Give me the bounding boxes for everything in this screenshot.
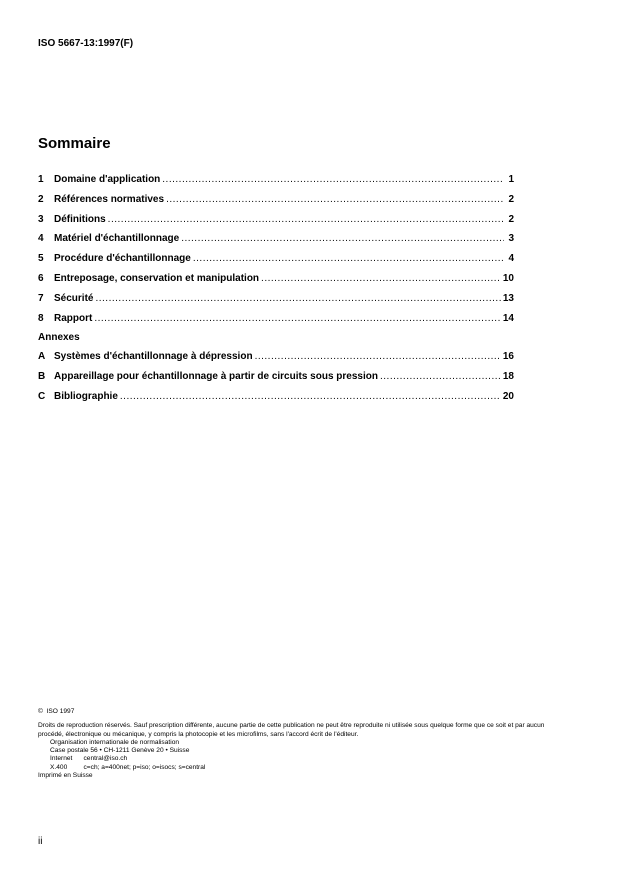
annex-entry-title: Appareillage pour échantillonnage à partir de circuits sous pression (54, 371, 378, 383)
toc-leader-dots (380, 371, 501, 382)
internet-label: Internet (50, 755, 73, 763)
printed-in: Imprimé en Suisse (38, 772, 93, 780)
annex-entry-letter: B (38, 371, 46, 383)
toc-entry-page: 14 (502, 312, 514, 324)
toc-entry-page: 2 (508, 193, 514, 205)
page-title: Sommaire (38, 135, 111, 152)
postal-address: Case postale 56 • CH-1211 Genève 20 • Suisse (50, 747, 190, 755)
annex-entry-page: 16 (502, 351, 514, 363)
toc-entry[interactable] (38, 273, 514, 293)
internet-contact (38, 755, 548, 763)
x400-contact (38, 764, 548, 772)
toc-leader-dots (108, 214, 504, 225)
toc-entry-title: Sécurité (54, 292, 94, 304)
toc-entry-page: 4 (508, 253, 514, 265)
toc-leader-dots (261, 273, 501, 284)
toc-leader-dots (166, 194, 504, 205)
toc-entry-title: Entreposage, conservation et manipulation (54, 272, 260, 284)
organization-name: Organisation internationale de normalisation (50, 738, 180, 746)
x400-address: c=ch; a=400net; p=iso; o=isocs; s=central (83, 763, 206, 771)
toc-entry-number: 8 (38, 312, 44, 324)
annex-entry[interactable] (38, 371, 514, 391)
toc-entry[interactable] (38, 214, 514, 234)
toc-leader-dots (255, 351, 501, 362)
annex-entry-letter: C (38, 390, 46, 402)
toc-leader-dots (120, 391, 501, 402)
toc-leader-dots (193, 253, 504, 264)
toc-entry-number: 4 (38, 233, 44, 245)
toc-entry-number: 5 (38, 253, 44, 265)
table-of-contents (38, 174, 514, 411)
annex-entry-page: 20 (502, 390, 514, 402)
toc-entry-title: Rapport (54, 312, 93, 324)
annex-entry[interactable] (38, 391, 514, 411)
toc-entry[interactable] (38, 313, 514, 333)
toc-entry-number: 2 (38, 193, 44, 205)
toc-entry[interactable] (38, 174, 514, 194)
annex-entry[interactable] (38, 351, 514, 371)
toc-leader-dots (94, 313, 501, 324)
toc-entry[interactable] (38, 293, 514, 313)
toc-entry-title: Références normatives (54, 193, 165, 205)
toc-entry-page: 10 (502, 272, 514, 284)
annex-entry-title: Systèmes d'échantillonnage à dépression (54, 351, 253, 363)
toc-entry[interactable] (38, 233, 514, 253)
toc-leader-dots (162, 174, 504, 185)
annex-entry-title: Bibliographie (54, 390, 118, 402)
copyright-year: ISO 1997 (46, 708, 75, 715)
annex-entry-letter: A (38, 351, 46, 363)
toc-entry-title: Procédure d'échantillonnage (54, 253, 191, 265)
toc-entry-number: 7 (38, 292, 44, 304)
copyright-symbol: © (38, 708, 43, 715)
page-number: ii (38, 836, 43, 847)
toc-leader-dots (181, 233, 504, 244)
toc-entry-number: 3 (38, 213, 44, 225)
toc-leader-dots (95, 293, 500, 304)
toc-entry-page: 1 (508, 174, 514, 185)
x400-label: X.400 (50, 763, 68, 771)
document-id: ISO 5667-13:1997(F) (38, 38, 134, 49)
toc-entry-number: 6 (38, 272, 44, 284)
annexes-heading: Annexes (38, 332, 80, 344)
toc-entry-page: 3 (508, 233, 514, 245)
toc-entry-title: Définitions (54, 213, 106, 225)
toc-entry-page: 13 (502, 292, 514, 304)
internet-email[interactable]: central@iso.ch (83, 755, 128, 763)
annex-entry-page: 18 (502, 371, 514, 383)
toc-entry-page: 2 (508, 213, 514, 225)
toc-entry-title: Domaine d'application (54, 174, 161, 185)
copyright-block (38, 708, 548, 780)
toc-entry[interactable] (38, 253, 514, 273)
toc-entry[interactable] (38, 194, 514, 214)
copyright-rights-text: Droits de reproduction réservés. Sauf prescription différente, aucune partie de cette publication ne peut être reproduite ni utilisée sous quelque forme que ce soit et par aucun procédé, électronique ou mécanique, y compris la photocopie et les microfilms, sans l'accord écrit de l'éditeur. (38, 722, 545, 738)
toc-entry-number: 1 (38, 174, 44, 185)
copyright-notice (38, 708, 548, 716)
toc-entry-title: Matériel d'échantillonnage (54, 233, 180, 245)
